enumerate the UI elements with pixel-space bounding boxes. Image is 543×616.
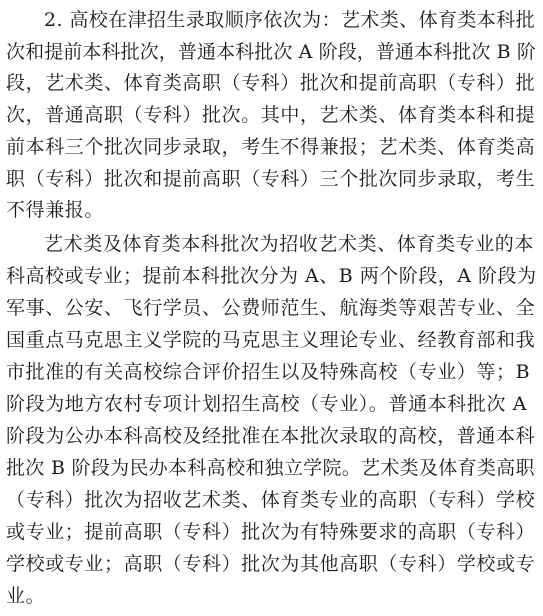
paragraph-2-line-10: 或专业；提前高职（专科）批次为有特殊要求的高职（专科） <box>6 521 536 543</box>
paragraph-2-line-11: 学校或专业；高职（专科）批次为其他高职（专科）学校或专 <box>6 553 536 575</box>
paragraph-2-line-8: 批次 B 阶段为民办本科高校和独立学院。艺术类及体育类高职 <box>6 457 535 479</box>
paragraph-2-line-1: 艺术类及体育类本科批次为招收艺术类、体育类专业的本 <box>44 233 535 255</box>
paragraph-2-line-2: 科高校或专业；提前本科批次分为 A、B 两个阶段，A 阶段为 <box>6 265 537 287</box>
paragraph-1-line-6: 职（专科）批次和提前高职（专科）三个批次同步录取，考生 <box>6 168 536 190</box>
paragraph-1-line-7: 不得兼报。 <box>6 199 105 221</box>
paragraph-2-line-9: （专科）批次为招收艺术类、体育类专业的高职（专科）学校 <box>6 489 536 511</box>
paragraph-2-line-12: 业。 <box>6 585 46 607</box>
paragraph-1-line-3: 段，艺术类、体育类高职（专科）批次和提前高职（专科）批 <box>6 72 536 94</box>
paragraph-2-line-7: 阶段为公办本科高校及经批准在本批次录取的高校，普通本科 <box>6 425 536 447</box>
paragraph-2-line-4: 国重点马克思主义学院的马克思主义理论专业、经教育部和我 <box>6 329 536 351</box>
paragraph-1-line-2: 次和提前本科批次，普通本科批次 A 阶段，普通本科批次 B 阶 <box>6 41 536 63</box>
paragraph-1-line-4: 次，普通高职（专科）批次。其中，艺术类、体育类本科和提 <box>6 104 536 126</box>
paragraph-2-line-5: 市批准的有关高校综合评价招生以及特殊高校（专业）等；B <box>6 361 531 383</box>
paragraph-2-line-6: 阶段为地方农村专项计划招生高校（专业）。普通本科批次 A <box>6 393 528 415</box>
paragraph-2-line-3: 军事、公安、飞行学员、公费师范生、航海类等艰苦专业、全 <box>6 297 536 319</box>
paragraph-1-line-1: 2. 高校在津招生录取顺序依次为：艺术类、体育类本科批 <box>44 9 535 31</box>
paragraph-1-line-5: 前本科三个批次同步录取，考生不得兼报；艺术类、体育类高 <box>6 136 536 158</box>
